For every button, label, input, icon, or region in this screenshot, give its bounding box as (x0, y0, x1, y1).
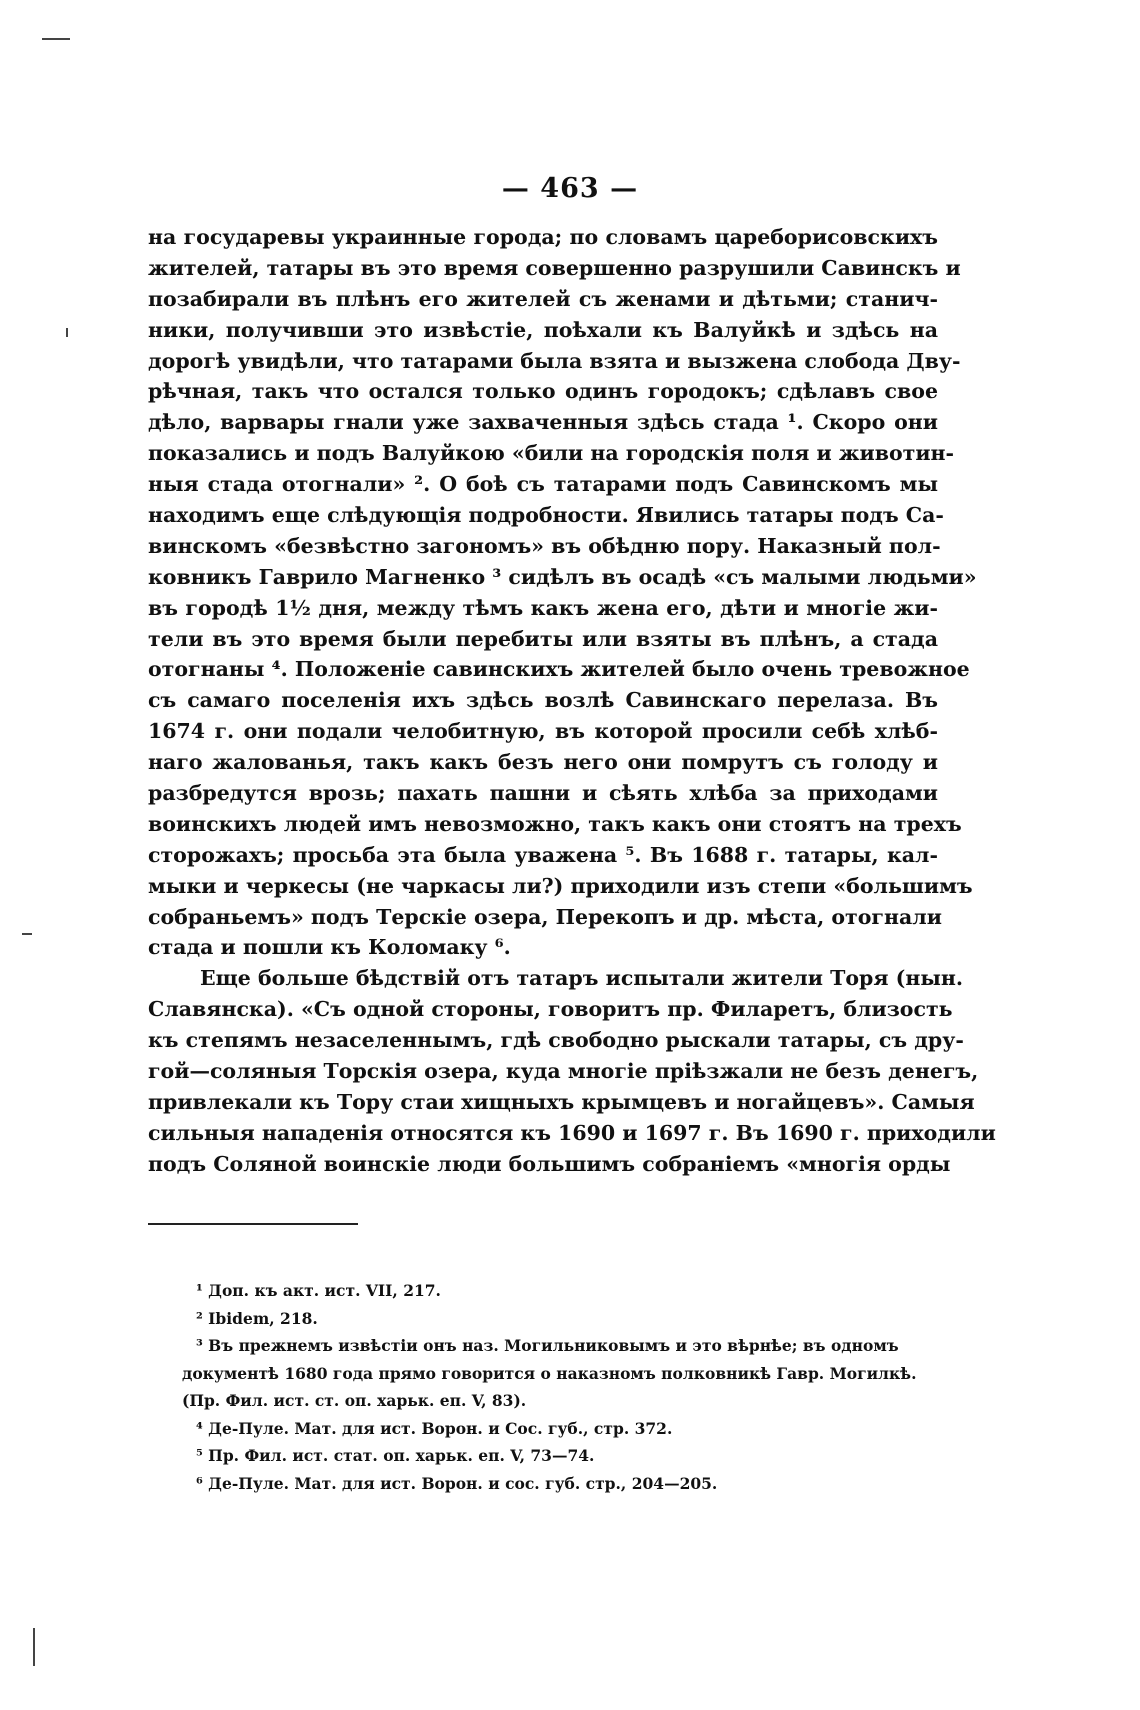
footnote: ² Ibidem, 218. (196, 1308, 318, 1328)
text-line: 1674 г. они подали челобитную, въ которой просили себѣ хлѣб- (148, 719, 938, 744)
text-line: позабирали въ плѣнъ его жителей съ женами и дѣтьми; станич- (148, 286, 938, 311)
text-line: рѣчная, такъ что остался только одинъ городокъ; сдѣлавъ свое (148, 379, 938, 404)
text-line: на государевы украинные города; по словамъ цареборисовскихъ (148, 225, 938, 249)
footnote: ¹ Доп. къ акт. ист. VII, 217. (196, 1281, 441, 1300)
footnote: ⁶ Де-Пуле. Мат. для ист. Ворон. и сос. губ. стр., 204—205. (196, 1473, 718, 1493)
scan-edge-mark-mid (22, 933, 32, 935)
text-line: дѣло, варвары гнали уже захваченныя здѣсь стада ¹. Скоро они (148, 410, 938, 435)
text-line: разбредутся врозь; пахать пашни и сѣять хлѣба за приходами (148, 781, 938, 806)
text-line: стада и пошли къ Коломаку ⁶. (148, 935, 511, 960)
footnote: ³ Въ прежнемъ извѣстіи онъ наз. Могильниковымъ и это вѣрнѣе; въ одномъ (196, 1336, 899, 1355)
text-line: собраньемъ» подъ Терскіе озера, Перекопъ и др. мѣста, отогнали (148, 904, 942, 929)
text-line: отогнаны ⁴. Положеніе савинскихъ жителей было очень тревожное (148, 657, 970, 682)
footnotes (182, 1277, 936, 1497)
page-number: — 463 — (501, 173, 639, 204)
text-line: жителей, татары въ это время совершенно разрушили Савинскъ и (148, 255, 961, 280)
text-line: сильныя нападенія относятся къ 1690 и 1697 г. Въ 1690 г. приходили (148, 1120, 996, 1145)
text-line: наго жалованья, такъ какъ безъ него они помрутъ съ голоду и (148, 750, 938, 775)
text-line: ники, получивши это извѣстіе, поѣхали къ Валуйкѣ и здѣсь на (148, 317, 938, 342)
body-text (148, 222, 996, 1180)
text-line: показались и подъ Валуйкою «били на городскія поля и животин- (148, 441, 955, 466)
text-line: Славянска). «Съ одной стороны, говоритъ пр. Филаретъ, близость (148, 997, 953, 1022)
footnote-continuation: документѣ 1680 года прямо говорится о наказномъ полковникѣ Гавр. Могилкѣ. (182, 1363, 917, 1383)
text-line: съ самаго поселенія ихъ здѣсь возлѣ Савинскаго перелаза. Въ (148, 688, 938, 713)
scan-edge-mark-top (42, 38, 70, 40)
text-line: подъ Соляной воинскіе люди большимъ собраніемъ «многія орды (148, 1151, 951, 1176)
text-line: тели въ это время были перебиты или взяты въ плѣнъ, а стада (148, 626, 938, 651)
text-line: дорогѣ увидѣли, что татарами была взята и вызжена слобода Дву- (148, 348, 961, 373)
text-line: винскомъ «безвѣстно загономъ» въ обѣдню пору. Наказный пол- (148, 533, 941, 558)
text-line: гой—соляныя Торскія озера, куда многіе пріѣзжали не безъ денегъ, (148, 1059, 979, 1084)
text-line: сторожахъ; просьба эта была уважена ⁵. Въ 1688 г. татары, кал- (148, 842, 938, 867)
text-line: находимъ еще слѣдующія подробности. Явились татары подъ Са- (148, 503, 944, 528)
text-line: ковникъ Гаврило Магненко ³ сидѣлъ въ осадѣ «съ малыми людьми» (148, 564, 977, 589)
footnote: ⁵ Пр. Фил. ист. стат. оп. харьк. еп. V, 73—74. (196, 1446, 595, 1465)
scan-edge-mark-bottom (33, 1628, 35, 1666)
text-line: мыки и черкесы (не чаркасы ли?) приходили изъ степи «большимъ (148, 873, 973, 898)
text-line: воинскихъ людей имъ невозможно, такъ какъ они стоятъ на трехъ (148, 811, 962, 836)
text-line: къ степямъ незаселеннымъ, гдѣ свободно рыскали татары, съ дру- (148, 1028, 964, 1053)
text-line: ныя стада отогнали» ². О боѣ съ татарами подъ Савинскомъ мы (148, 472, 938, 497)
text-line: въ городѣ 1½ дня, между тѣмъ какъ жена его, дѣти и многіе жи- (148, 595, 938, 620)
scan-edge-mark-left (66, 328, 68, 337)
footnote-continuation: (Пр. Фил. ист. ст. оп. харьк. еп. V, 83). (182, 1391, 527, 1410)
footnote: ⁴ Де-Пуле. Мат. для ист. Ворон. и Сос. губ., стр. 372. (196, 1418, 673, 1438)
footnote-separator (148, 1223, 358, 1225)
text-line: привлекали къ Тору стаи хищныхъ крымцевъ и ногайцевъ». Самыя (148, 1089, 975, 1114)
paragraph-start-line: Еще больше бѣдствій отъ татаръ испытали жители Торя (нын. (200, 966, 964, 991)
